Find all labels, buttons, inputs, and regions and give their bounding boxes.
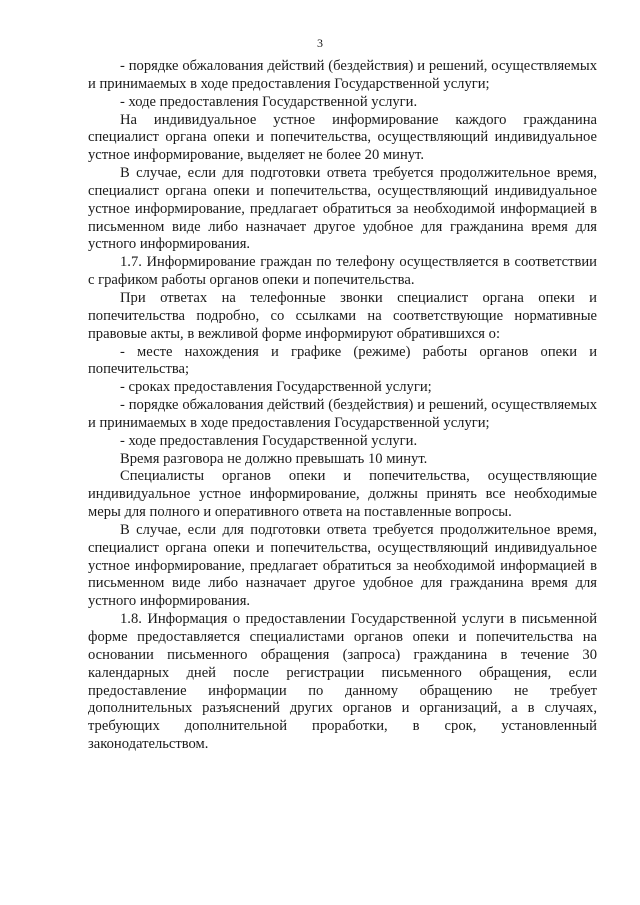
paragraph-appeal-procedure-2: - порядке обжалования действий (бездействия) и решений, осуществляемых и принимаемых в ходе предоставления Государственной услуги; [88,397,597,431]
paragraph-phone-answers: При ответах на телефонные звонки специалист органа опеки и попечительства подробно, со ссылками на соответствующие нормативные правовые акты, в вежливой форме информируют обратившихся о: [88,289,597,342]
paragraph-section-1-8: 1.8. Информация о предоставлении Государственной услуги в письменной форме предоставляется специалистами органов опеки и попечительства на основании письменного обращения (запроса) гражданина в течение 30 календарных дней после регистрации письменного обращения, если предоставление информации по данному обращению не требует дополнительных разъяснений других органов и организаций, а в случаях, требующих дополнительной проработки, в срок, установленный законодательством. [88,611,597,753]
paragraph-service-terms: - сроках предоставления Государственной услуги; [120,379,432,396]
paragraph-specialists-measures: Специалисты органов опеки и попечительства, осуществляющие индивидуальное устное информирование, должны принять все необходимые меры для полного и оперативного ответа на поставленные вопросы. [88,468,597,521]
paragraph-phone-long-answer: В случае, если для подготовки ответа требуется продолжительное время, специалист органа опеки и попечительства, осуществляющий индивидуальное устное информирование, предлагает обратиться за необходимой информацией в письменном виде либо назначает другое удобное для гражданина время для устного информирования. [88,521,597,610]
document-body [88,58,597,754]
paragraph-location-schedule: - месте нахождения и графике (режиме) работы органов опеки и попечительства; [88,343,597,378]
paragraph-service-progress-2: - ходе предоставления Государственной услуги. [120,432,418,449]
paragraph-call-time-limit: Время разговора не должно превышать 10 минут. [120,450,428,467]
paragraph-service-progress: - ходе предоставления Государственной услуги. [120,93,418,110]
paragraph-oral-long-answer: В случае, если для подготовки ответа требуется продолжительное время, специалист органа опеки и попечительства, осуществляющий индивидуальное устное информирование, предлагает обратиться за необходимой информацией в письменном виде либо назначает другое удобное для гражданина время для устного информирования. [88,165,597,253]
paragraph-appeal-procedure: - порядке обжалования действий (бездействия) и решений, осуществляемых и принимаемых в ходе предоставления Государственной услуги; [88,58,597,92]
paragraph-section-1-7: 1.7. Информирование граждан по телефону осуществляется в соответствии с графиком работы органов опеки и попечительства. [88,254,597,289]
page-number: 3 [317,36,323,50]
paragraph-oral-time-limit: На индивидуальное устное информирование каждого гражданина специалист органа опеки и попечительства, осуществляющий индивидуальное устное информирование, выделяет не более 20 минут. [88,111,597,164]
